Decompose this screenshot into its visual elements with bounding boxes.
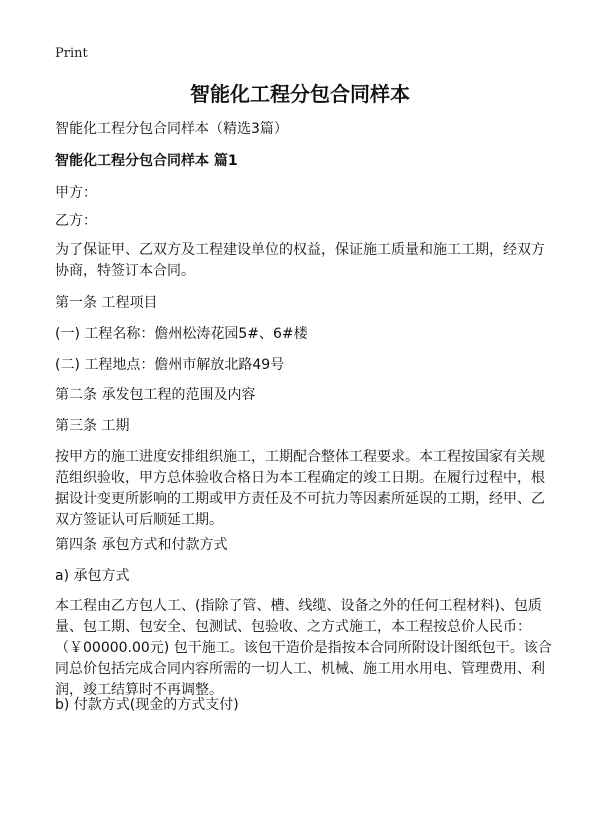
project-location-line: (二) 工程地点：儋州市解放北路49号: [55, 357, 285, 373]
subtitle-paragraph: 智能化工程分包合同样本（精选3篇）: [55, 121, 288, 137]
document-title: 智能化工程分包合同样本: [190, 82, 410, 106]
contract-method-heading: a) 承包方式: [55, 568, 130, 584]
intro-paragraph: 为了保证甲、乙双方及工程建设单位的权益，保证施工质量和施工工期，经双方协商，特签订本合同。: [55, 242, 545, 279]
article-four-heading: 第四条 承包方式和付款方式: [55, 537, 228, 553]
print-link[interactable]: Print: [55, 46, 88, 61]
schedule-paragraph: 按甲方的施工进度安排组织施工，工期配合整体工程要求。本工程按国家有关规范组织验收，甲方总体验收合格日为本工程确定的竣工日期。在履行过程中，根据设计变更所影响的工期或甲方责任及不可抗力等因素所延误的工期，经甲、乙双方签证认可后顺延工期。: [55, 449, 545, 528]
article-three-heading: 第三条 工期: [55, 418, 130, 434]
contract-method-paragraph: 本工程由乙方包人工、(指除了管、槽、线缆、设备之外的任何工程材料)、包质量、包工期、包安全、包测试、包验收、之方式施工，本工程按总价人民币：（￥00000.00元) 包干施工。该包干造价是指按本合同所附设计图纸包干。该合同总价包括完成合同内容所需的一切人工、机械、施工用水用电、管理费用、利润，竣工结算时不再调整。: [55, 598, 552, 698]
project-name-line: (一) 工程名称：儋州松涛花园5#、6#楼: [55, 326, 308, 342]
payment-method-heading: b) 付款方式(现金的方式支付): [55, 697, 239, 713]
article-two-heading: 第二条 承发包工程的范围及内容: [55, 387, 256, 403]
party-a-line: 甲方：: [55, 185, 97, 201]
article-one-heading: 第一条 工程项目: [55, 295, 158, 311]
party-b-line: 乙方：: [55, 213, 97, 229]
section-heading: 智能化工程分包合同样本 篇1: [55, 153, 238, 169]
